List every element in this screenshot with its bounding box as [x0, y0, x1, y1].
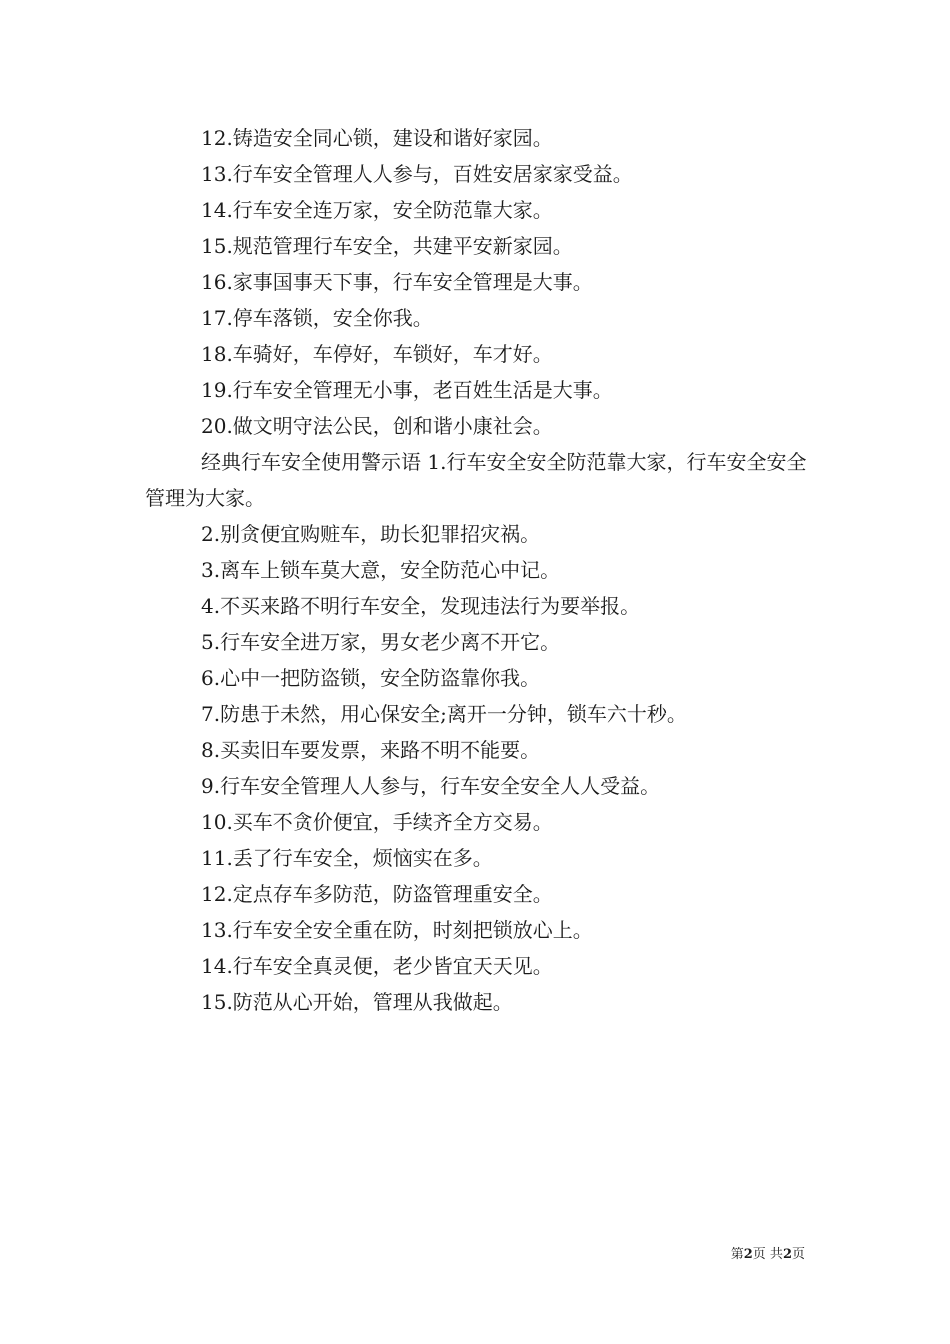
- list-item: 13.行车安全管理人人参与，百姓安居家家受益。: [201, 162, 633, 186]
- list-item: 14.行车安全真灵便，老少皆宜天天见。: [201, 954, 553, 978]
- footer-suffix: 页: [791, 1247, 805, 1262]
- list-item: 12.铸造安全同心锁，建设和谐好家园。: [201, 126, 553, 150]
- section-paragraph: 经典行车安全使用警示语 1.行车安全安全防范靠大家，行车安全安全管理为大家。: [145, 450, 807, 510]
- list-item: 12.定点存车多防范，防盗管理重安全。: [201, 882, 553, 906]
- list-item: 9.行车安全管理人人参与，行车安全安全人人受益。: [201, 774, 661, 798]
- list-item: 3.离车上锁车莫大意，安全防范心中记。: [201, 558, 561, 582]
- list-item: 15.规范管理行车安全，共建平安新家园。: [201, 234, 573, 258]
- slogan-list-b: [145, 516, 810, 1020]
- footer-middle: 页 共: [752, 1247, 783, 1262]
- page-footer: [0, 1247, 805, 1263]
- document-body: [145, 120, 810, 1020]
- footer-prefix: 第: [730, 1247, 744, 1262]
- list-item: 19.行车安全管理无小事，老百姓生活是大事。: [201, 378, 613, 402]
- list-item: 15.防范从心开始，管理从我做起。: [201, 990, 513, 1014]
- list-item: 18.车骑好，车停好，车锁好，车才好。: [201, 342, 553, 366]
- list-item: 13.行车安全安全重在防，时刻把锁放心上。: [201, 918, 593, 942]
- list-item: 11.丢了行车安全，烦恼实在多。: [201, 846, 493, 870]
- list-item: 17.停车落锁，安全你我。: [201, 306, 433, 330]
- slogan-list-a: [145, 120, 810, 444]
- list-item: 4.不买来路不明行车安全，发现违法行为要举报。: [201, 594, 641, 618]
- list-item: 5.行车安全进万家，男女老少离不开它。: [201, 630, 561, 654]
- list-item: 20.做文明守法公民，创和谐小康社会。: [201, 414, 553, 438]
- list-item: 6.心中一把防盗锁，安全防盗靠你我。: [201, 666, 541, 690]
- list-item: 10.买车不贪价便宜，手续齐全方交易。: [201, 810, 553, 834]
- list-item: 14.行车安全连万家，安全防范靠大家。: [201, 198, 553, 222]
- list-item: 8.买卖旧车要发票，来路不明不能要。: [201, 738, 541, 762]
- list-item: 16.家事国事天下事，行车安全管理是大事。: [201, 270, 593, 294]
- list-item: 2.别贪便宜购赃车，助长犯罪招灾祸。: [201, 522, 541, 546]
- footer-total-pages: 2: [782, 1247, 792, 1262]
- list-item: 7.防患于未然，用心保安全;离开一分钟，锁车六十秒。: [201, 702, 687, 726]
- footer-current-page: 2: [743, 1247, 753, 1262]
